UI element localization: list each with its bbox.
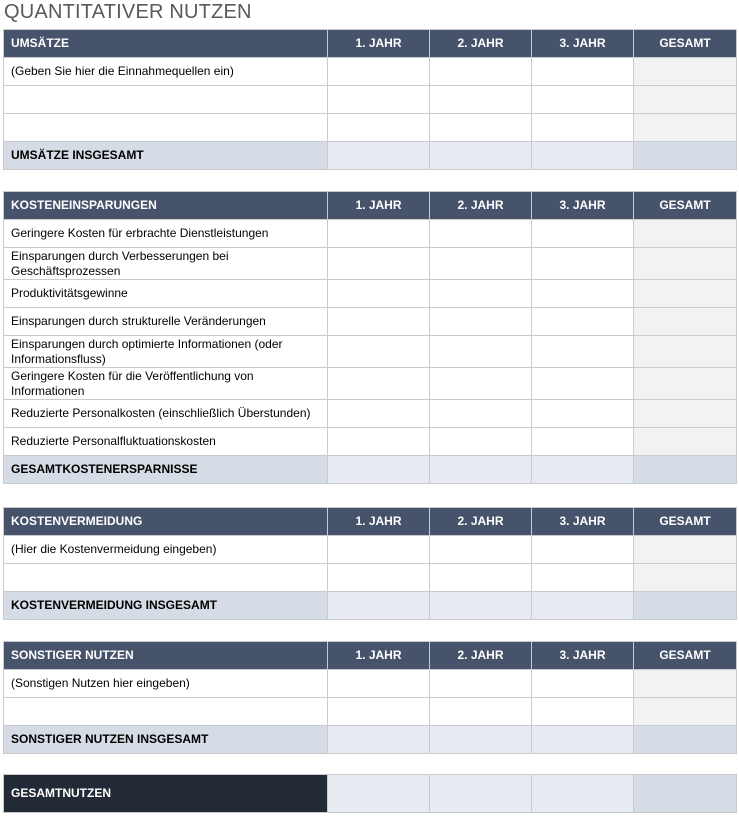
column-header: 1. JAHR	[328, 508, 430, 536]
year-value-cell[interactable]	[430, 536, 532, 564]
year-value-cell[interactable]	[430, 336, 532, 368]
row-label-cell[interactable]: Einsparungen durch optimierte Informationen (oder Informationsfluss)	[4, 336, 328, 368]
section-total-row	[4, 726, 737, 754]
table-row	[4, 428, 737, 456]
table-row	[4, 670, 737, 698]
row-label-cell[interactable]	[4, 86, 328, 114]
column-header: GESAMT	[634, 508, 737, 536]
section-total-cell	[532, 592, 634, 620]
row-label-cell[interactable]	[4, 698, 328, 726]
year-value-cell[interactable]	[430, 698, 532, 726]
row-label-cell[interactable]: Einsparungen durch strukturelle Veränderungen	[4, 308, 328, 336]
table-row	[4, 564, 737, 592]
section-total-cell	[328, 726, 430, 754]
year-value-cell[interactable]	[532, 400, 634, 428]
section-total-cell	[430, 142, 532, 170]
year-value-cell[interactable]	[532, 280, 634, 308]
column-header: 3. JAHR	[532, 642, 634, 670]
section-total-cell	[634, 726, 737, 754]
table-row	[4, 536, 737, 564]
year-value-cell[interactable]	[328, 670, 430, 698]
year-value-cell[interactable]	[430, 400, 532, 428]
year-value-cell[interactable]	[430, 248, 532, 280]
column-header: 2. JAHR	[430, 508, 532, 536]
year-value-cell[interactable]	[430, 308, 532, 336]
year-value-cell[interactable]	[328, 336, 430, 368]
table-row	[4, 86, 737, 114]
year-value-cell[interactable]	[430, 428, 532, 456]
row-label-cell[interactable]: Reduzierte Personalkosten (einschließlich Überstunden)	[4, 400, 328, 428]
total-value-cell[interactable]	[634, 564, 737, 592]
section-header-row	[4, 192, 737, 220]
year-value-cell[interactable]	[430, 58, 532, 86]
section-total-cell	[430, 726, 532, 754]
year-value-cell[interactable]	[328, 114, 430, 142]
year-value-cell[interactable]	[532, 308, 634, 336]
year-value-cell[interactable]	[532, 58, 634, 86]
table-row	[4, 308, 737, 336]
year-value-cell[interactable]	[328, 428, 430, 456]
section-table-3	[3, 507, 737, 620]
row-label-cell[interactable]: (Hier die Kostenvermeidung eingeben)	[4, 536, 328, 564]
year-value-cell[interactable]	[328, 248, 430, 280]
column-header: 2. JAHR	[430, 192, 532, 220]
grand-total-row	[4, 775, 737, 813]
column-header: 2. JAHR	[430, 30, 532, 58]
row-label-cell[interactable]: Reduzierte Personalfluktuationskosten	[4, 428, 328, 456]
year-value-cell[interactable]	[532, 368, 634, 400]
year-value-cell[interactable]	[532, 670, 634, 698]
table-row	[4, 58, 737, 86]
year-value-cell[interactable]	[532, 86, 634, 114]
section-total-label: KOSTENVERMEIDUNG INSGESAMT	[4, 592, 328, 620]
table-row	[4, 220, 737, 248]
year-value-cell[interactable]	[430, 280, 532, 308]
column-header: 2. JAHR	[430, 642, 532, 670]
total-value-cell[interactable]	[634, 280, 737, 308]
year-value-cell[interactable]	[430, 564, 532, 592]
total-value-cell[interactable]	[634, 86, 737, 114]
page-title: QUANTITATIVER NUTZEN	[4, 1, 252, 23]
section-total-cell	[532, 726, 634, 754]
section-total-label: SONSTIGER NUTZEN INSGESAMT	[4, 726, 328, 754]
year-value-cell[interactable]	[532, 564, 634, 592]
year-value-cell[interactable]	[430, 670, 532, 698]
section-header-label: KOSTENVERMEIDUNG	[4, 508, 328, 536]
column-header: GESAMT	[634, 192, 737, 220]
total-value-cell[interactable]	[634, 248, 737, 280]
section-total-row	[4, 592, 737, 620]
table-row	[4, 336, 737, 368]
column-header: 1. JAHR	[328, 30, 430, 58]
section-header-label: SONSTIGER NUTZEN	[4, 642, 328, 670]
table-row	[4, 248, 737, 280]
table-row	[4, 698, 737, 726]
year-value-cell[interactable]	[328, 280, 430, 308]
row-label-cell[interactable]: (Geben Sie hier die Einnahmequellen ein)	[4, 58, 328, 86]
year-value-cell[interactable]	[532, 336, 634, 368]
section-total-cell	[634, 456, 737, 484]
table-row	[4, 400, 737, 428]
section-table-2	[3, 191, 737, 484]
table-row	[4, 114, 737, 142]
section-total-label: GESAMTKOSTENERSPARNISSE	[4, 456, 328, 484]
column-header: 3. JAHR	[532, 508, 634, 536]
grand-total-cell	[430, 775, 532, 813]
total-value-cell[interactable]	[634, 428, 737, 456]
year-value-cell[interactable]	[328, 698, 430, 726]
section-table-1	[3, 29, 737, 170]
year-value-cell[interactable]	[328, 536, 430, 564]
year-value-cell[interactable]	[532, 698, 634, 726]
column-header: GESAMT	[634, 30, 737, 58]
year-value-cell[interactable]	[430, 114, 532, 142]
section-total-cell	[430, 456, 532, 484]
total-value-cell[interactable]	[634, 536, 737, 564]
grand-total-cell	[634, 775, 737, 813]
row-label-cell[interactable]: Geringere Kosten für erbrachte Dienstleistungen	[4, 220, 328, 248]
year-value-cell[interactable]	[328, 220, 430, 248]
section-table-4	[3, 641, 737, 754]
section-total-label: UMSÄTZE INSGESAMT	[4, 142, 328, 170]
section-header-row	[4, 30, 737, 58]
row-label-cell[interactable]	[4, 564, 328, 592]
row-label-cell[interactable]	[4, 114, 328, 142]
column-header: 1. JAHR	[328, 642, 430, 670]
section-total-cell	[634, 592, 737, 620]
column-header: 1. JAHR	[328, 192, 430, 220]
year-value-cell[interactable]	[532, 536, 634, 564]
year-value-cell[interactable]	[532, 220, 634, 248]
table-row	[4, 368, 737, 400]
section-total-cell	[634, 142, 737, 170]
total-value-cell[interactable]	[634, 400, 737, 428]
section-total-cell	[328, 456, 430, 484]
row-label-cell[interactable]: Produktivitätsgewinne	[4, 280, 328, 308]
total-value-cell[interactable]	[634, 368, 737, 400]
year-value-cell[interactable]	[532, 114, 634, 142]
column-header: 3. JAHR	[532, 30, 634, 58]
year-value-cell[interactable]	[328, 400, 430, 428]
total-value-cell[interactable]	[634, 336, 737, 368]
section-total-cell	[532, 456, 634, 484]
total-value-cell[interactable]	[634, 220, 737, 248]
year-value-cell[interactable]	[430, 368, 532, 400]
section-total-row	[4, 142, 737, 170]
total-value-cell[interactable]	[634, 698, 737, 726]
year-value-cell[interactable]	[328, 308, 430, 336]
row-label-cell[interactable]: Geringere Kosten für die Veröffentlichung von Informationen	[4, 368, 328, 400]
section-total-cell	[328, 592, 430, 620]
column-header: 3. JAHR	[532, 192, 634, 220]
table-row	[4, 280, 737, 308]
year-value-cell[interactable]	[328, 58, 430, 86]
year-value-cell[interactable]	[328, 564, 430, 592]
total-value-cell[interactable]	[634, 670, 737, 698]
total-value-cell[interactable]	[634, 114, 737, 142]
section-header-row	[4, 642, 737, 670]
section-total-cell	[328, 142, 430, 170]
year-value-cell[interactable]	[430, 220, 532, 248]
grand-total-cell	[532, 775, 634, 813]
year-value-cell[interactable]	[328, 86, 430, 114]
column-header: GESAMT	[634, 642, 737, 670]
year-value-cell[interactable]	[532, 248, 634, 280]
year-value-cell[interactable]	[532, 428, 634, 456]
total-value-cell[interactable]	[634, 308, 737, 336]
section-total-cell	[532, 142, 634, 170]
grand-total-label: GESAMTNUTZEN	[4, 775, 328, 813]
row-label-cell[interactable]: (Sonstigen Nutzen hier eingeben)	[4, 670, 328, 698]
grand-total-table	[3, 774, 737, 813]
row-label-cell[interactable]: Einsparungen durch Verbesserungen bei Geschäftsprozessen	[4, 248, 328, 280]
grand-total-cell	[328, 775, 430, 813]
section-header-label: KOSTENEINSPARUNGEN	[4, 192, 328, 220]
section-total-row	[4, 456, 737, 484]
section-total-cell	[430, 592, 532, 620]
total-value-cell[interactable]	[634, 58, 737, 86]
section-header-row	[4, 508, 737, 536]
year-value-cell[interactable]	[328, 368, 430, 400]
year-value-cell[interactable]	[430, 86, 532, 114]
section-header-label: UMSÄTZE	[4, 30, 328, 58]
